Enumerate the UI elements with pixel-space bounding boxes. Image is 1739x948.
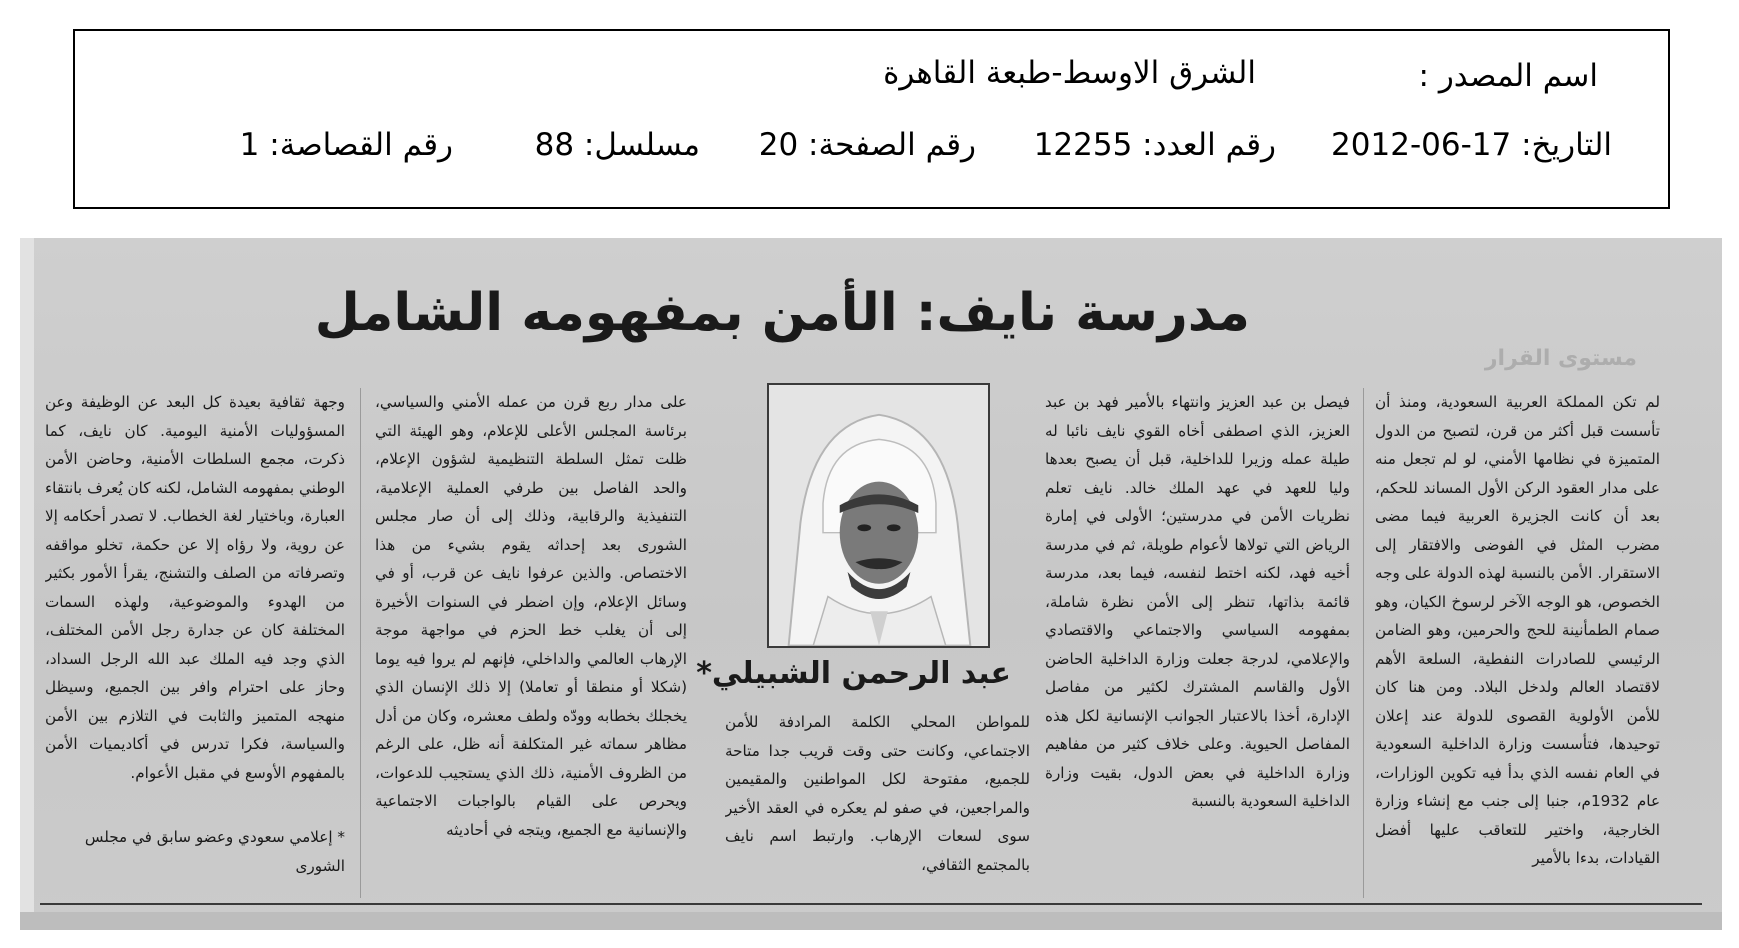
clip-left-edge xyxy=(20,238,34,930)
clip-number-field: رقم القصاصة: 1 xyxy=(239,127,453,163)
article-column-1 xyxy=(1375,388,1660,898)
article-headline: مدرسة نايف: الأمن بمفهومه الشامل xyxy=(314,283,1250,343)
column-4-text: وجهة ثقافية بعيدة كل البعد عن الوظيفة وعن المسؤوليات الأمنية اليومية. كان نايف، كما ذكرت، مجمع السلطات الأمنية، وحاضن الأمن الوطني بمفهومه الشامل، لكنه كان يُعرف بانتقاء العبارة، وباختيار لغة الخطاب. لا تصدر أحكامه إلا عن روية، ولا رؤاه إلا عن حكمة، تخلو مواقفه وتصرفاته من الصلف والتشنج، يقرأ الأمور بكثير من الهدوء والموضوعية، ولهذه السمات المختلفة كان عن جدارة رجل الأمن المختلف، الذي وجد فيه الملك عبد الله الرجل السداد، وحاز على احترام وافر بين الجميع، وسيظل منهجه المتميز والثابت في التلازم بين الأمن والسياسة، فكرا تدرس في أكاديميات الأمن بالمفهوم الأوسع في مقبل الأعوام. xyxy=(45,393,345,782)
article-column-2 xyxy=(1045,388,1350,898)
article-column-middle xyxy=(725,708,1030,898)
source-label: اسم المصدر : xyxy=(1418,58,1598,94)
column-1-text: لم تكن المملكة العربية السعودية، ومنذ أن تأسست قبل أكثر من قرن، لتصبح من الدول المتميزة في نظامها الأمني، لو لم تجعل منه على مدار العقود الركن الأول المساند للحكم، بعد أن كانت الجزيرة العربية فيما مضى مضرب المثل في الفوضى والافتقار إلى الاستقرار. الأمن بالنسبة لهذه الدولة على وجه الخصوص، هو الوجه الآخر لرسوخ الكيان، وهو صمام الطمأنينة للحج والحرمين، وهو الضامن الرئيسي للصادرات النفطية، السلعة الأهم لاقتصاد العالم ولدخل البلاد. ومن هنا كان للأمن الأولوية القصوى للدولة عند إعلان توحيدها، فتأسست وزارة الداخلية السعودية في العام نفسه الذي بدأ فيه تكوين الوزارات، عام 1932م، جنبا إلى جنب مع إنشاء وزارة الخارجية، واختير للتعاقب عليها أفضل القيادات، بدءا بالأمير xyxy=(1375,393,1660,867)
issue-number-field: رقم العدد: 12255 xyxy=(1033,127,1276,163)
author-portrait-photo xyxy=(767,383,990,648)
author-note: * إعلامي سعودي وعضو سابق في مجلس الشورى xyxy=(84,828,345,875)
article-column-3 xyxy=(375,388,687,898)
neighbor-article-title: مستوى القرار xyxy=(1484,346,1637,371)
column-divider xyxy=(1363,388,1364,898)
clip-bottom-edge xyxy=(20,912,1722,930)
column-2-text: فيصل بن عبد العزيز وانتهاء بالأمير فهد بن عبد العزيز، الذي اصطفى أخاه القوي نايف نائبا له طيلة عمله وزيرا للداخلية، قبل أن يصبح بعدها وليا للعهد في عهد الملك خالد. نايف تعلم نظريات الأمن في مدرستين؛ الأولى في إمارة الرياض التي تولاها لأعوام طويلة، ثم في مدرسة أخيه فهد، لكنه اختط لنفسه، فيما بعد، مدرسة قائمة بذاتها، تنظر إلى الأمن نظرة شاملة، بمفهومه السياسي والاجتماعي والاقتصادي والإعلامي، لدرجة جعلت وزارة الداخلية الحاضن الأول والقاسم المشترك لكثير من مفاصل الإدارة، أخذا بالاعتبار الجوانب الإنسانية لكل هذه المفاصل الحيوية. وعلى خلاف كثير من مفاهيم وزارة الداخلية في بعض الدول، بقيت وزارة الداخلية السعودية بالنسبة xyxy=(1045,393,1350,810)
source-value: الشرق الاوسط-طبعة القاهرة xyxy=(883,55,1256,91)
column-middle-text: للمواطن المحلي الكلمة المرادفة للأمن الاجتماعي، وكانت حتى وقت قريب جدا متاحة للجميع، مفتوحة لكل المواطنين والمقيمين والمراجعين، في صفو لم يعكره في العقد الأخير سوى لسعات الإرهاب. وارتبط اسم نايف بالمجتمع الثقافي، xyxy=(725,713,1030,874)
article-column-4 xyxy=(45,388,345,818)
date-field: التاريخ: 17-06-2012 xyxy=(1331,127,1612,163)
serial-number-field: مسلسل: 88 xyxy=(534,127,700,163)
source-metadata-box xyxy=(73,29,1670,209)
article-byline: عبد الرحمن الشبيلي* xyxy=(696,656,1011,691)
column-divider xyxy=(360,388,361,898)
page-number-field: رقم الصفحة: 20 xyxy=(758,127,976,163)
newspaper-clipping xyxy=(20,238,1722,930)
clip-bottom-rule xyxy=(40,903,1702,905)
column-3-text: على مدار ربع قرن من عمله الأمني والسياسي، برئاسة المجلس الأعلى للإعلام، وهو الهيئة التي ظلت تمثل السلطة التنظيمية لشؤون الإعلام، والحد الفاصل بين طرفي العملية الإعلامية، التنفيذية والرقابية، وذلك إلى أن صار مجلس الشورى بعد إحداثه يقوم بشيء من هذا الاختصاص. والذين عرفوا نايف عن قرب، أو في وسائل الإعلام، وإن اضطر في السنوات الأخيرة إلى أن يغلب خط الحزم في مواجهة موجة الإرهاب العالمي والداخلي، فإنهم لم يروا فيه يوما (شكلا أو منطقا أو تعاملا) إلا ذلك الإنسان الذي يخجلك بخطابه وودّه ولطف معشره، وكان من أدل مظاهر سماته غير المتكلفة أنه ظل، على الرغم من الظروف الأمنية، ذلك الذي يستجيب للدعوات، ويحرص على القيام بالواجبات الاجتماعية والإنسانية مع الجميع، ويتجه في أحاديثه xyxy=(375,393,687,839)
portrait-photo-icon xyxy=(769,385,988,646)
